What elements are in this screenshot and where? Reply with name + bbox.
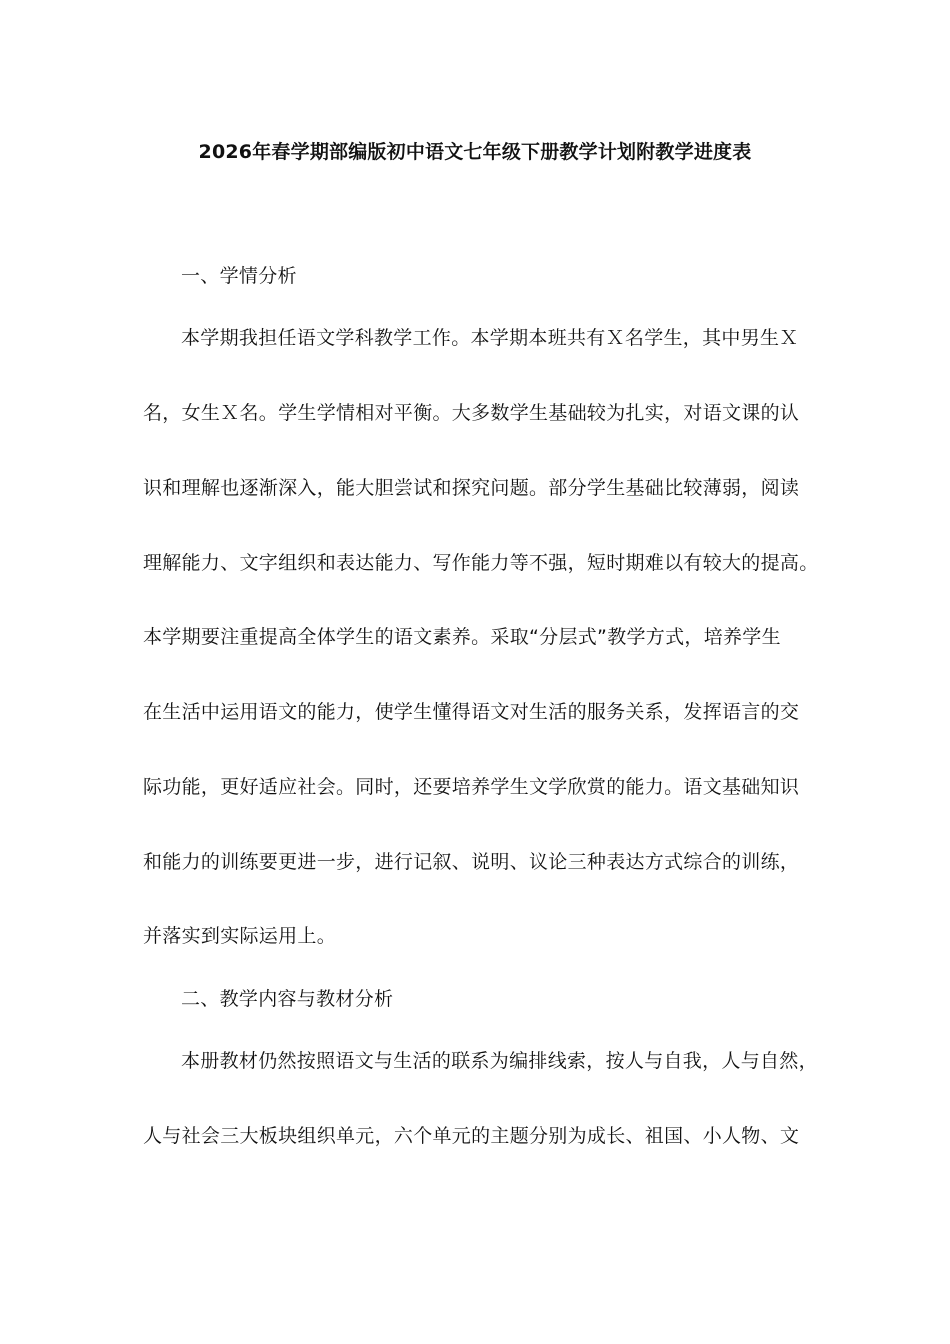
paragraph-line: 本学期我担任语文学科教学工作。本学期本班共有Ｘ名学生，其中男生Ｘ	[181, 327, 799, 349]
paragraph-line: 际功能，更好适应社会。同时，还要培养学生文学欣赏的能力。语文基础知识	[143, 776, 800, 798]
paragraph-line: 在生活中运用语文的能力，使学生懂得语文对生活的服务关系，发挥语言的交	[143, 701, 800, 723]
document-title: 2026年春学期部编版初中语文七年级下册教学计划附教学进度表	[198, 141, 752, 163]
paragraph-line: 并落实到实际运用上。	[143, 925, 337, 947]
paragraph-line: 本册教材仍然按照语文与生活的联系为编排线索，按人与自我，人与自然，	[181, 1050, 818, 1072]
paragraph-line: 人与社会三大板块组织单元，六个单元的主题分别为成长、祖国、小人物、文	[143, 1125, 800, 1147]
paragraph-line: 和能力的训练要更进一步，进行记叙、说明、议论三种表达方式综合的训练，	[143, 851, 800, 873]
paragraph-line: 名，女生Ｘ名。学生学情相对平衡。大多数学生基础较为扎实，对语文课的认	[143, 402, 800, 424]
paragraph-line: 识和理解也逐渐深入，能大胆尝试和探究问题。部分学生基础比较薄弱，阅读	[143, 477, 800, 499]
paragraph-line: 理解能力、文字组织和表达能力、写作能力等不强，短时期难以有较大的提高。	[143, 552, 819, 574]
paragraph-line: 本学期要注重提高全体学生的语文素养。采取“分层式”教学方式，培养学生	[143, 626, 781, 648]
section-heading-1: 一、学情分析	[181, 265, 297, 287]
section-heading-2: 二、教学内容与教材分析	[181, 988, 394, 1010]
